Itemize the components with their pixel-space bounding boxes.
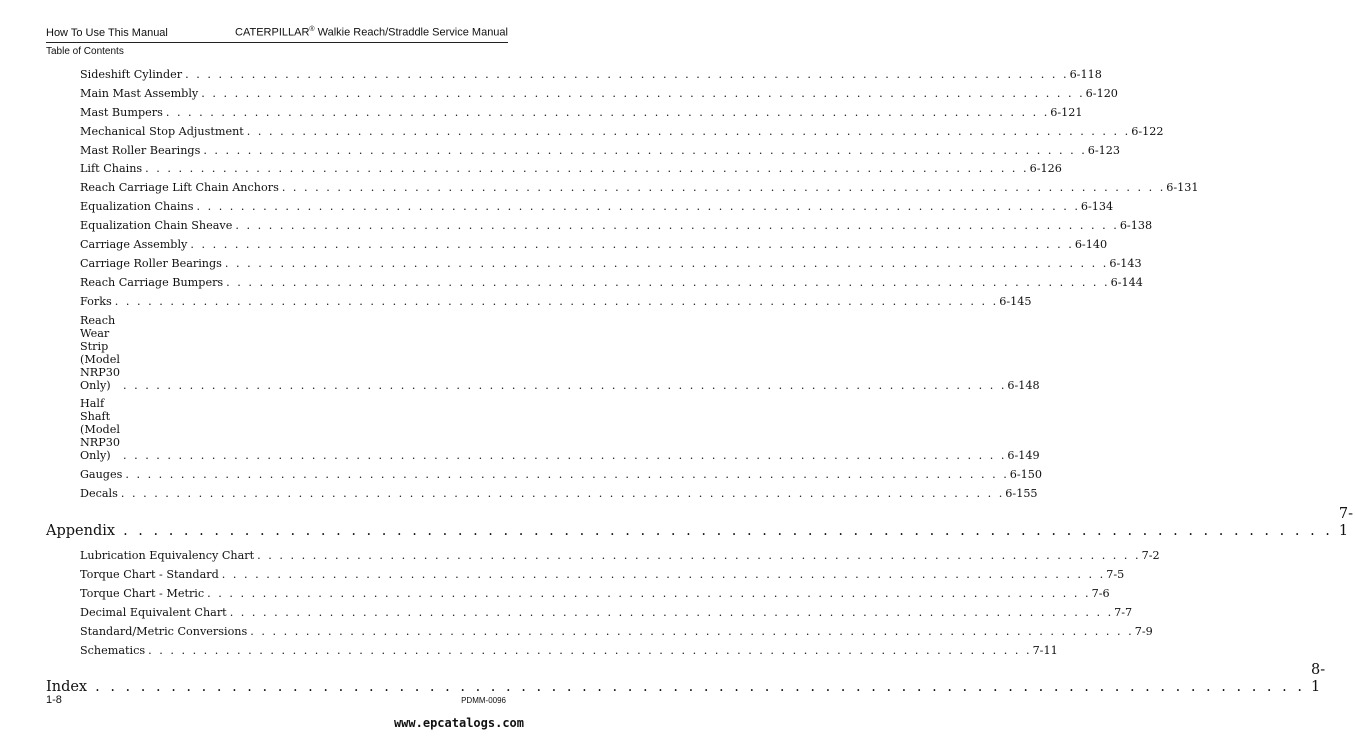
toc-entry-page: 6-131 [1166,181,1199,195]
toc-entry-page: 6-126 [1029,162,1062,176]
toc-entry-page: 6-121 [1050,105,1083,119]
toc-entry-page: 7-9 [1134,624,1153,638]
toc-leader-dots: . . . . . . . . . . . . . . . . . . . . . . . . . . . . . . . . . . . . . . . . . . . . . . . . . . . . . . . . . . . . . . . . . . . . . . . . . . . . . . . . [224,256,1109,270]
toc-entry-title: Decals [80,487,118,501]
header-manual-title [235,26,508,39]
toc-entry[interactable] [0,200,1114,214]
toc-entry-title: Carriage Roller Bearings [80,256,222,270]
toc-entry-title: Reach Carriage Bumpers [80,275,224,289]
toc-entry[interactable] [0,105,1083,119]
toc-entry-title: Carriage Assembly [80,238,188,252]
toc-entry[interactable] [0,181,1199,195]
toc-leader-dots: . . . . . . . . . . . . . . . . . . . . . . . . . . . . . . . . . . . . . . . . . . . . . . . . . . . . . . . . . . . . . . . . . . . . . . . . . . . . . . . . [190,238,1074,252]
toc-entry[interactable] [0,275,1143,289]
toc-entry-page: 6-120 [1085,86,1118,100]
toc-entry[interactable] [0,549,1160,563]
toc-entry-page: 6-118 [1069,68,1102,81]
toc-entry-page: 6-143 [1109,256,1142,270]
toc-leader-dots: . . . . . . . . . . . . . . . . . . . . . . . . . . . . . . . . . . . . . . . . . . . . . . . . . . . . . . . . . . . . . . . . . . . . . . . . . . . . . . . . [201,86,1085,100]
toc-leader-dots: . . . . . . . . . . . . . . . . . . . . . . . . . . . . . . . . . . . . . . . . . . . . . . . . . . . . . . . . . . . . . . . . . . . . . . . . . . . . . . . . [185,68,1069,81]
toc-entry-title: Lubrication Equivalency Chart [80,549,255,563]
toc-leader-dots: . . . . . . . . . . . . . . . . . . . . . . . . . . . . . . . . . . . . . . . . . . . . . . . . . . . . . . . . . . . . . . . . . . . . . . . . . . . . . . . . [207,586,1091,600]
toc-entry-title: Mast Roller Bearings [80,143,201,157]
toc-leader-dots: . . . . . . . . . . . . . . . . . . . . . . . . . . . . . . . . . . . . . . . . . . . . . . . . . . . . . . . . . . . . . . . . . . . . . . . . . . . . . . . . [235,219,1119,233]
toc-entry-page: 6-148 [1007,378,1040,392]
toc-entry[interactable] [0,624,1153,638]
toc-entry-page: 6-138 [1119,219,1153,233]
toc-entry-title: Standard/Metric Conversions [80,624,248,638]
toc-entry-page: 6-140 [1074,238,1108,252]
toc-section-index[interactable] [0,662,1326,696]
toc-entry[interactable] [0,143,1121,157]
toc-entry-title: Forks [80,294,112,308]
toc-leader-dots: . . . . . . . . . . . . . . . . . . . . . . . . . . . . . . . . . . . . . . . . . . . . . . . . . . . . . . . . . . . . . . . . . . . . . . . . . . . . . . . . [95,679,1305,696]
header-divider [46,42,508,43]
toc-entry[interactable] [0,162,1062,176]
toc-entry[interactable] [0,643,1058,657]
toc-entry-page: 6-144 [1110,275,1143,289]
toc-entry-page: 6-134 [1080,200,1114,214]
toc-entry-title: Sideshift Cylinder [80,68,183,81]
toc-entry-page: 6-145 [999,294,1032,308]
page-header [46,26,508,57]
toc-entry[interactable] [0,586,1110,600]
toc-leader-dots: . . . . . . . . . . . . . . . . . . . . . . . . . . . . . . . . . . . . . . . . . . . . . . . . . . . . . . . . . . . . . . . . . . . . . . . . . . . . . . . . [122,378,1007,392]
toc-entry-title: Schematics [80,643,146,657]
toc-leader-dots: . . . . . . . . . . . . . . . . . . . . . . . . . . . . . . . . . . . . . . . . . . . . . . . . . . . . . . . . . . . . . . . . . . . . . . . . . . . . . . . . [246,124,1131,138]
toc-leader-dots: . . . . . . . . . . . . . . . . . . . . . . . . . . . . . . . . . . . . . . . . . . . . . . . . . . . . . . . . . . . . . . . . . . . . . . . . . . . . . . . . [125,468,1009,482]
toc-leader-dots: . . . . . . . . . . . . . . . . . . . . . . . . . . . . . . . . . . . . . . . . . . . . . . . . . . . . . . . . . . . . . . . . . . . . . . . . . . . . . . . . [229,605,1114,619]
toc-entry[interactable] [0,86,1118,100]
toc-entry-title: Reach Carriage Lift Chain Anchors [80,181,279,195]
toc-entry[interactable] [0,605,1133,619]
toc-entry[interactable] [0,294,1032,308]
toc-entry-title: Lift Chains [80,162,143,176]
toc-group-appendix [0,549,1160,657]
toc-section-title: Appendix [46,523,116,540]
toc-leader-dots: . . . . . . . . . . . . . . . . . . . . . . . . . . . . . . . . . . . . . . . . . . . . . . . . . . . . . . . . . . . . . . . . . . . . . . . . . . . . . . . . [250,624,1134,638]
watermark-url: www.epcatalogs.com [393,716,524,730]
toc-entry-title: Decimal Equivalent Chart [80,605,227,619]
toc-leader-dots: . . . . . . . . . . . . . . . . . . . . . . . . . . . . . . . . . . . . . . . . . . . . . . . . . . . . . . . . . . . . . . . . . . . . . . . . . . . . . . . . [145,162,1029,176]
toc-entry-title: Mechanical Stop Adjustment [80,124,244,138]
toc-subheader: Table of Contents [46,45,124,57]
toc-entry-page: 6-123 [1087,143,1121,157]
toc-entry[interactable] [0,124,1164,138]
toc-entry[interactable] [0,238,1108,252]
toc-leader-dots: . . . . . . . . . . . . . . . . . . . . . . . . . . . . . . . . . . . . . . . . . . . . . . . . . . . . . . . . . . . . . . . . . . . . . . . . . . . . . . . . [122,449,1007,463]
toc-leader-dots: . . . . . . . . . . . . . . . . . . . . . . . . . . . . . . . . . . . . . . . . . . . . . . . . . . . . . . . . . . . . . . . . . . . . . . . . . . . . . . . . [203,143,1087,157]
toc-leader-dots: . . . . . . . . . . . . . . . . . . . . . . . . . . . . . . . . . . . . . . . . . . . . . . . . . . . . . . . . . . . . . . . . . . . . . . . . . . . . . . . . [123,523,1333,540]
toc-section-page: 8-1 [1310,662,1326,696]
toc-leader-dots: . . . . . . . . . . . . . . . . . . . . . . . . . . . . . . . . . . . . . . . . . . . . . . . . . . . . . . . . . . . . . . . . . . . . . . . . . . . . . . . . [120,487,1005,501]
toc-entry-page: 6-150 [1009,468,1043,482]
toc-entry-page: 6-122 [1131,124,1164,138]
toc-entry[interactable] [0,468,1043,482]
toc-entry-title: Mast Bumpers [80,105,163,119]
toc-leader-dots: . . . . . . . . . . . . . . . . . . . . . . . . . . . . . . . . . . . . . . . . . . . . . . . . . . . . . . . . . . . . . . . . . . . . . . . . . . . . . . . . [226,275,1110,289]
manual-title: Walkie Reach/Straddle Service Manual [317,26,508,39]
toc-leader-dots: . . . . . . . . . . . . . . . . . . . . . . . . . . . . . . . . . . . . . . . . . . . . . . . . . . . . . . . . . . . . . . . . . . . . . . . . . . . . . . . . [114,294,999,308]
toc-entry[interactable] [0,256,1142,270]
brand-name: CATERPILLAR [235,26,310,39]
toc-leader-dots: . . . . . . . . . . . . . . . . . . . . . . . . . . . . . . . . . . . . . . . . . . . . . . . . . . . . . . . . . . . . . . . . . . . . . . . . . . . . . . . . [196,200,1080,214]
toc-entry-title: Torque Chart - Standard [80,568,219,582]
registered-mark: ® [309,26,315,33]
toc-entry-title: Gauges [80,468,123,482]
toc-entry[interactable] [0,487,1038,501]
toc-leader-dots: . . . . . . . . . . . . . . . . . . . . . . . . . . . . . . . . . . . . . . . . . . . . . . . . . . . . . . . . . . . . . . . . . . . . . . . . . . . . . . . . [148,643,1032,657]
toc-entry[interactable] [0,568,1125,582]
toc-entry-page: 6-149 [1007,449,1040,463]
toc-entry[interactable] [0,219,1153,233]
toc-leader-dots: . . . . . . . . . . . . . . . . . . . . . . . . . . . . . . . . . . . . . . . . . . . . . . . . . . . . . . . . . . . . . . . . . . . . . . . . . . . . . . . . [165,105,1050,119]
toc-entry-title: Equalization Chains [80,200,194,214]
toc-entry-page: 7-11 [1032,643,1058,657]
toc-entry-page: 7-5 [1106,568,1125,582]
toc-leader-dots: . . . . . . . . . . . . . . . . . . . . . . . . . . . . . . . . . . . . . . . . . . . . . . . . . . . . . . . . . . . . . . . . . . . . . . . . . . . . . . . . [257,549,1141,563]
document-code: PDMM-0096 [461,696,506,705]
toc-entry-title: Torque Chart - Metric [80,586,205,600]
toc-entry[interactable] [0,397,1040,463]
table-of-contents [0,68,1354,705]
toc-leader-dots: . . . . . . . . . . . . . . . . . . . . . . . . . . . . . . . . . . . . . . . . . . . . . . . . . . . . . . . . . . . . . . . . . . . . . . . . . . . . . . . . [221,568,1106,582]
toc-entry-title: Main Mast Assembly [80,86,199,100]
toc-entry-title: Equalization Chain Sheave [80,219,233,233]
toc-entry-title: Reach Wear Strip (Model NRP30 Only) [80,313,120,392]
toc-section-page: 7-1 [1338,506,1354,540]
toc-entry-page: 7-6 [1091,586,1110,600]
toc-section-title: Index [46,679,88,696]
toc-entry[interactable] [0,313,1040,392]
page-number: 1-8 [46,694,62,706]
toc-entry[interactable] [0,68,1102,81]
toc-entry-page: 7-7 [1114,605,1133,619]
toc-entry-title: Half Shaft (Model NRP30 Only) [80,397,120,463]
toc-entry-page: 7-2 [1141,549,1160,563]
toc-entry-page: 6-155 [1005,487,1038,501]
toc-group-chapter-6 [0,68,1199,501]
toc-leader-dots: . . . . . . . . . . . . . . . . . . . . . . . . . . . . . . . . . . . . . . . . . . . . . . . . . . . . . . . . . . . . . . . . . . . . . . . . . . . . . . . . [281,181,1166,195]
toc-section-appendix[interactable] [0,506,1354,540]
header-section-label: How To Use This Manual [46,26,168,39]
